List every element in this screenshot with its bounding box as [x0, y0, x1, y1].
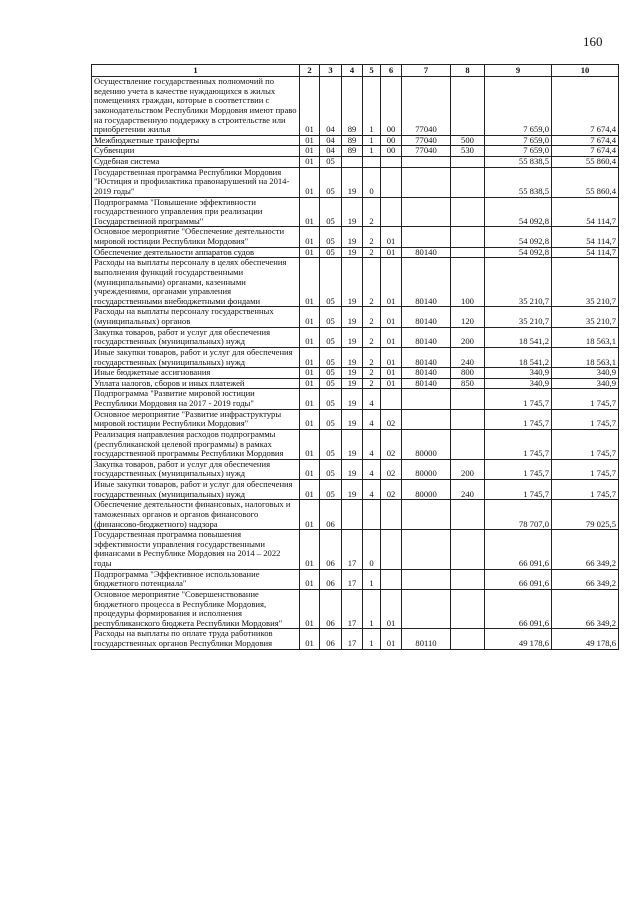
amount-year-2: 7 674,4	[552, 77, 619, 136]
table-row	[92, 589, 619, 629]
direction-code: 80000	[402, 480, 451, 500]
subsection-code: 05	[320, 368, 342, 379]
event-code	[381, 157, 402, 168]
event-code	[381, 389, 402, 409]
subsection-code: 05	[320, 227, 342, 247]
amount-year-2: 79 025,5	[552, 500, 619, 530]
direction-code: 77040	[402, 135, 451, 146]
subsection-code: 04	[320, 135, 342, 146]
amount-year-1: 340,9	[485, 368, 552, 379]
table-row	[92, 569, 619, 589]
section-code: 01	[300, 167, 320, 197]
program-code: 19	[342, 368, 363, 379]
expense-type-code: 240	[451, 347, 485, 367]
subprogram-code: 2	[363, 307, 381, 327]
table-row	[92, 258, 619, 307]
subprogram-code: 2	[363, 347, 381, 367]
amount-year-1: 55 838,5	[485, 167, 552, 197]
expense-type-code: 100	[451, 258, 485, 307]
row-description: Судебная система	[92, 157, 300, 168]
amount-year-1: 1 745,7	[485, 480, 552, 500]
subsection-code: 05	[320, 409, 342, 429]
section-code: 01	[300, 327, 320, 347]
expense-type-code: 500	[451, 135, 485, 146]
direction-code: 80140	[402, 378, 451, 389]
expense-type-code: 200	[451, 327, 485, 347]
amount-year-2: 1 745,7	[552, 409, 619, 429]
program-code: 19	[342, 389, 363, 409]
table-row	[92, 135, 619, 146]
subprogram-code	[363, 157, 381, 168]
amount-year-2: 49 178,6	[552, 629, 619, 649]
subprogram-code: 1	[363, 135, 381, 146]
amount-year-1: 55 838,5	[485, 157, 552, 168]
amount-year-1: 66 091,6	[485, 589, 552, 629]
amount-year-2: 66 349,2	[552, 589, 619, 629]
amount-year-1: 7 659,0	[485, 135, 552, 146]
column-header: 3	[320, 65, 342, 77]
subsection-code: 05	[320, 389, 342, 409]
subprogram-code: 2	[363, 368, 381, 379]
section-code: 01	[300, 247, 320, 258]
table-row	[92, 629, 619, 649]
amount-year-1: 1 745,7	[485, 389, 552, 409]
subprogram-code: 1	[363, 146, 381, 157]
program-code: 19	[342, 480, 363, 500]
subprogram-code: 1	[363, 589, 381, 629]
direction-code	[402, 389, 451, 409]
expense-type-code: 850	[451, 378, 485, 389]
program-code: 89	[342, 77, 363, 136]
row-description: Закупка товаров, работ и услуг для обеспечения государственных (муниципальных) нужд	[92, 327, 300, 347]
direction-code: 80140	[402, 347, 451, 367]
direction-code: 80140	[402, 258, 451, 307]
expense-type-code	[451, 409, 485, 429]
direction-code: 77040	[402, 77, 451, 136]
section-code: 01	[300, 459, 320, 479]
row-description: Основное мероприятие "Развитие инфраструктуры мировой юстиции Республики Мордовия"	[92, 409, 300, 429]
subprogram-code: 1	[363, 629, 381, 649]
section-code: 01	[300, 258, 320, 307]
event-code: 01	[381, 589, 402, 629]
section-code: 01	[300, 135, 320, 146]
column-header: 2	[300, 65, 320, 77]
table-row	[92, 167, 619, 197]
event-code: 01	[381, 307, 402, 327]
amount-year-1: 35 210,7	[485, 258, 552, 307]
row-description: Обеспечение деятельности аппаратов судов	[92, 247, 300, 258]
amount-year-2: 55 860,4	[552, 157, 619, 168]
subsection-code: 06	[320, 569, 342, 589]
event-code: 00	[381, 146, 402, 157]
direction-code: 77040	[402, 146, 451, 157]
row-description: Государственная программа Республики Мордовия "Юстиция и профилактика правонарушений на 2014-2019 годы"	[92, 167, 300, 197]
section-code: 01	[300, 157, 320, 168]
column-header: 7	[402, 65, 451, 77]
table-row	[92, 530, 619, 570]
direction-code: 80140	[402, 307, 451, 327]
row-description: Расходы на выплаты персоналу государственных (муниципальных) органов	[92, 307, 300, 327]
amount-year-2: 55 860,4	[552, 167, 619, 197]
table-row	[92, 378, 619, 389]
direction-code: 80140	[402, 247, 451, 258]
program-code: 19	[342, 307, 363, 327]
amount-year-1: 18 541,2	[485, 327, 552, 347]
subprogram-code: 2	[363, 327, 381, 347]
amount-year-2: 35 210,7	[552, 258, 619, 307]
column-header: 6	[381, 65, 402, 77]
event-code: 01	[381, 227, 402, 247]
expense-type-code	[451, 247, 485, 258]
event-code	[381, 569, 402, 589]
amount-year-1: 66 091,6	[485, 530, 552, 570]
subsection-code: 05	[320, 167, 342, 197]
amount-year-1: 78 707,0	[485, 500, 552, 530]
row-description: Подпрограмма "Эффективное использование бюджетного потенциала"	[92, 569, 300, 589]
subsection-code: 05	[320, 247, 342, 258]
row-description: Подпрограмма "Повышение эффективности государственного управления при реализации Государственной программы"	[92, 197, 300, 227]
expense-type-code: 120	[451, 307, 485, 327]
event-code: 01	[381, 368, 402, 379]
subprogram-code: 2	[363, 258, 381, 307]
amount-year-1: 1 745,7	[485, 459, 552, 479]
table-row	[92, 307, 619, 327]
table-row	[92, 327, 619, 347]
row-description: Основное мероприятие "Совершенствование бюджетного процесса в Республике Мордовия, процедуры формирования и исполнения республиканского бюджета Республики Мордовия"	[92, 589, 300, 629]
section-code: 01	[300, 530, 320, 570]
amount-year-2: 54 114,7	[552, 227, 619, 247]
subsection-code: 05	[320, 378, 342, 389]
event-code	[381, 500, 402, 530]
expense-type-code	[451, 530, 485, 570]
amount-year-2: 18 563,1	[552, 327, 619, 347]
row-description: Расходы на выплаты персоналу в целях обеспечения выполнения функций государственными (муниципальными) органами, казенными учреждениями, органами управления государственными внебюджетными фондами	[92, 258, 300, 307]
event-code: 00	[381, 77, 402, 136]
section-code: 01	[300, 409, 320, 429]
table-row	[92, 347, 619, 367]
column-header: 9	[485, 65, 552, 77]
event-code	[381, 530, 402, 570]
table-row	[92, 146, 619, 157]
expense-type-code: 240	[451, 480, 485, 500]
table-row	[92, 389, 619, 409]
direction-code: 80140	[402, 327, 451, 347]
direction-code: 80000	[402, 459, 451, 479]
subprogram-code	[363, 500, 381, 530]
section-code: 01	[300, 429, 320, 459]
expense-type-code	[451, 629, 485, 649]
table-row	[92, 157, 619, 168]
subsection-code: 05	[320, 429, 342, 459]
event-code: 02	[381, 459, 402, 479]
program-code: 19	[342, 459, 363, 479]
subsection-code: 05	[320, 307, 342, 327]
column-header: 1	[92, 65, 300, 77]
section-code: 01	[300, 589, 320, 629]
subprogram-code: 1	[363, 77, 381, 136]
direction-code	[402, 409, 451, 429]
amount-year-1: 49 178,6	[485, 629, 552, 649]
subprogram-code: 2	[363, 247, 381, 258]
subprogram-code: 4	[363, 480, 381, 500]
table-row	[92, 197, 619, 227]
direction-code	[402, 157, 451, 168]
subsection-code: 04	[320, 77, 342, 136]
table-row	[92, 459, 619, 479]
section-code: 01	[300, 500, 320, 530]
row-description: Основное мероприятие "Обеспечение деятельности мировой юстиции Республики Мордовия"	[92, 227, 300, 247]
section-code: 01	[300, 347, 320, 367]
subprogram-code: 2	[363, 197, 381, 227]
amount-year-1: 54 092,8	[485, 247, 552, 258]
table-row	[92, 480, 619, 500]
amount-year-2: 1 745,7	[552, 459, 619, 479]
amount-year-2: 1 745,7	[552, 429, 619, 459]
amount-year-1: 54 092,8	[485, 227, 552, 247]
program-code: 19	[342, 378, 363, 389]
program-code: 19	[342, 429, 363, 459]
subsection-code: 06	[320, 500, 342, 530]
subsection-code: 05	[320, 258, 342, 307]
amount-year-2: 54 114,7	[552, 247, 619, 258]
program-code: 17	[342, 569, 363, 589]
row-description: Осуществление государственных полномочий по ведению учета в качестве нуждающихся в жилых помещениях граждан, которые в соответствии с законодательством Республики Мордовия имеют право на государственную поддержку в строительстве или приобретении жилья	[92, 77, 300, 136]
program-code: 19	[342, 167, 363, 197]
row-description: Иные закупки товаров, работ и услуг для обеспечения государственных (муниципальных) нужд	[92, 480, 300, 500]
expense-type-code	[451, 389, 485, 409]
subsection-code: 06	[320, 589, 342, 629]
subsection-code: 05	[320, 197, 342, 227]
row-description: Государственная программа повышения эффективности управления государственными финансами в Республике Мордовия на 2014 – 2022 годы	[92, 530, 300, 570]
amount-year-1: 54 092,8	[485, 197, 552, 227]
column-header: 4	[342, 65, 363, 77]
page-number: 160	[583, 34, 603, 49]
table-row	[92, 227, 619, 247]
subsection-code: 05	[320, 480, 342, 500]
event-code: 00	[381, 135, 402, 146]
direction-code	[402, 569, 451, 589]
event-code: 01	[381, 629, 402, 649]
row-description: Обеспечение деятельности финансовых, налоговых и таможенных органов и органов финансового (финансово-бюджетного) надзора	[92, 500, 300, 530]
subsection-code: 05	[320, 347, 342, 367]
program-code: 17	[342, 530, 363, 570]
expense-type-code	[451, 569, 485, 589]
amount-year-2: 7 674,4	[552, 135, 619, 146]
program-code: 19	[342, 327, 363, 347]
section-code: 01	[300, 368, 320, 379]
program-code: 19	[342, 197, 363, 227]
event-code: 01	[381, 347, 402, 367]
amount-year-1: 340,9	[485, 378, 552, 389]
row-description: Расходы на выплаты по оплате труда работников государственных органов Республики Мордовия	[92, 629, 300, 649]
subsection-code: 06	[320, 530, 342, 570]
expense-type-code	[451, 500, 485, 530]
row-description: Субвенции	[92, 146, 300, 157]
section-code: 01	[300, 307, 320, 327]
subprogram-code: 4	[363, 459, 381, 479]
amount-year-1: 7 659,0	[485, 77, 552, 136]
expense-type-code: 200	[451, 459, 485, 479]
expense-type-code	[451, 429, 485, 459]
table-row	[92, 409, 619, 429]
amount-year-1: 7 659,0	[485, 146, 552, 157]
program-code: 19	[342, 409, 363, 429]
section-code: 01	[300, 146, 320, 157]
direction-code: 80140	[402, 368, 451, 379]
table-row	[92, 500, 619, 530]
section-code: 01	[300, 569, 320, 589]
event-code	[381, 167, 402, 197]
program-code: 19	[342, 347, 363, 367]
event-code: 01	[381, 327, 402, 347]
row-description: Закупка товаров, работ и услуг для обеспечения государственных (муниципальных) нужд	[92, 459, 300, 479]
program-code: 17	[342, 629, 363, 649]
direction-code	[402, 500, 451, 530]
amount-year-2: 340,9	[552, 368, 619, 379]
amount-year-1: 18 541,2	[485, 347, 552, 367]
amount-year-2: 1 745,7	[552, 480, 619, 500]
section-code: 01	[300, 77, 320, 136]
subprogram-code: 2	[363, 378, 381, 389]
amount-year-1: 66 091,6	[485, 569, 552, 589]
subsection-code: 04	[320, 146, 342, 157]
table-row	[92, 77, 619, 136]
direction-code: 80110	[402, 629, 451, 649]
amount-year-2: 7 674,4	[552, 146, 619, 157]
row-description: Иные закупки товаров, работ и услуг для обеспечения государственных (муниципальных) нужд	[92, 347, 300, 367]
event-code: 01	[381, 378, 402, 389]
subsection-code: 05	[320, 327, 342, 347]
subprogram-code: 4	[363, 429, 381, 459]
section-code: 01	[300, 389, 320, 409]
direction-code	[402, 227, 451, 247]
amount-year-2: 66 349,2	[552, 530, 619, 570]
subsection-code: 05	[320, 459, 342, 479]
expense-type-code	[451, 157, 485, 168]
table-row	[92, 247, 619, 258]
program-code: 19	[342, 247, 363, 258]
subprogram-code: 4	[363, 389, 381, 409]
direction-code: 80000	[402, 429, 451, 459]
budget-table	[91, 64, 619, 650]
subprogram-code: 0	[363, 530, 381, 570]
direction-code	[402, 197, 451, 227]
table-row	[92, 368, 619, 379]
section-code: 01	[300, 378, 320, 389]
expense-type-code	[451, 589, 485, 629]
subprogram-code: 0	[363, 167, 381, 197]
event-code: 01	[381, 247, 402, 258]
program-code: 17	[342, 589, 363, 629]
row-description: Подпрограмма "Развитие мировой юстиции Республики Мордовия на 2017 - 2019 годы"	[92, 389, 300, 409]
table-header-row	[92, 65, 619, 77]
row-description: Реализация направления расходов подпрограммы (республиканской целевой программы) в рамках государственной программы Республики Мордовия	[92, 429, 300, 459]
amount-year-1: 35 210,7	[485, 307, 552, 327]
subprogram-code: 1	[363, 569, 381, 589]
program-code	[342, 500, 363, 530]
section-code: 01	[300, 197, 320, 227]
event-code: 02	[381, 429, 402, 459]
row-description: Уплата налогов, сборов и иных платежей	[92, 378, 300, 389]
direction-code	[402, 589, 451, 629]
amount-year-2: 54 114,7	[552, 197, 619, 227]
program-code: 89	[342, 146, 363, 157]
table-row	[92, 429, 619, 459]
column-header: 8	[451, 65, 485, 77]
amount-year-2: 18 563,1	[552, 347, 619, 367]
event-code: 02	[381, 409, 402, 429]
row-description: Межбюджетные трансферты	[92, 135, 300, 146]
section-code: 01	[300, 629, 320, 649]
section-code: 01	[300, 480, 320, 500]
amount-year-2: 1 745,7	[552, 389, 619, 409]
row-description: Иные бюджетные ассигнования	[92, 368, 300, 379]
expense-type-code	[451, 77, 485, 136]
direction-code	[402, 167, 451, 197]
column-header: 10	[552, 65, 619, 77]
direction-code	[402, 530, 451, 570]
event-code	[381, 197, 402, 227]
expense-type-code	[451, 227, 485, 247]
program-code: 19	[342, 227, 363, 247]
amount-year-2: 340,9	[552, 378, 619, 389]
subsection-code: 05	[320, 157, 342, 168]
event-code: 02	[381, 480, 402, 500]
program-code: 19	[342, 258, 363, 307]
section-code: 01	[300, 227, 320, 247]
expense-type-code: 800	[451, 368, 485, 379]
column-header: 5	[363, 65, 381, 77]
expense-type-code	[451, 197, 485, 227]
amount-year-2: 66 349,2	[552, 569, 619, 589]
event-code: 01	[381, 258, 402, 307]
subprogram-code: 4	[363, 409, 381, 429]
subsection-code: 06	[320, 629, 342, 649]
expense-type-code: 530	[451, 146, 485, 157]
program-code	[342, 157, 363, 168]
amount-year-1: 1 745,7	[485, 409, 552, 429]
program-code: 89	[342, 135, 363, 146]
expense-type-code	[451, 167, 485, 197]
amount-year-2: 35 210,7	[552, 307, 619, 327]
amount-year-1: 1 745,7	[485, 429, 552, 459]
subprogram-code: 2	[363, 227, 381, 247]
